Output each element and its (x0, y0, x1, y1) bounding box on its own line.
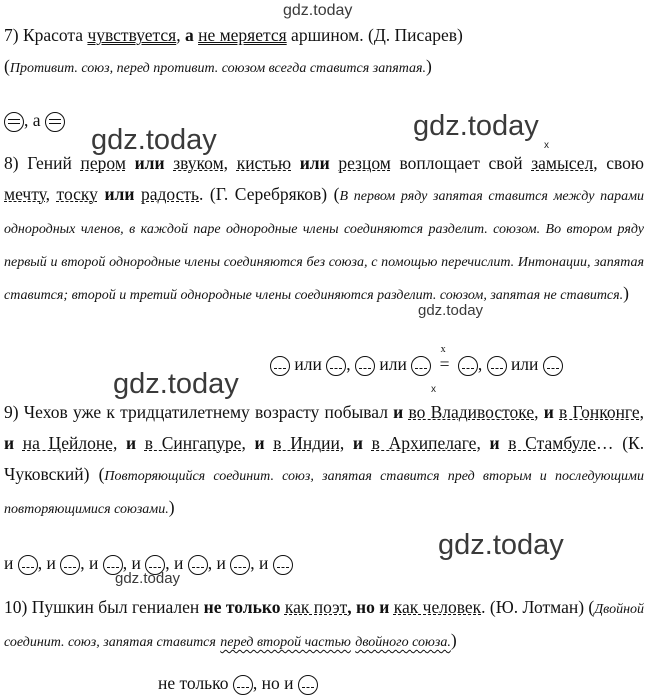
scheme-text: = (439, 354, 450, 374)
dashed-circle-icon (458, 356, 478, 376)
conjunction: и (254, 433, 265, 453)
predicate-word: чувствуется (87, 25, 177, 45)
word: звуком (173, 153, 224, 173)
conjunction: и (489, 433, 500, 453)
word: кистью (236, 153, 292, 173)
double-line-circle-icon (4, 112, 24, 132)
word: как поэт (284, 597, 348, 617)
x-mark: x (544, 140, 549, 151)
scheme-text: не только (158, 673, 229, 693)
punct: , (347, 597, 352, 617)
scheme-7 (4, 107, 644, 133)
text: . (Г. Серебряков) ( (199, 184, 340, 204)
item-9: 9) Чехов уже к тридцатилетнему возрасту побывал и во Владивостоке, и в Гонконге, и на Цейлоне, и в Сингапуре, и в Индии, и в Архипелаге, и в Стамбуле… (К. Чуковский) (Повторяющийся соединит. союз, запятая ставится пред вторым и последующими повторяющимися союзами.) (4, 402, 645, 517)
word: пером (80, 153, 126, 173)
text: … (К. Чуковский) ( (4, 433, 645, 484)
scheme-text: , (477, 354, 483, 374)
scheme-text: , и (207, 553, 226, 573)
dashed-circle-icon (326, 356, 346, 376)
scheme-text: , и (37, 553, 56, 573)
note-close: ) (168, 497, 175, 517)
item-number: 8) (4, 153, 19, 173)
scheme-text: или (294, 354, 322, 374)
note: Двойной соединит. союз, запятая ставится (4, 602, 645, 650)
word: тоску (56, 184, 98, 204)
note-close: ) (450, 630, 457, 650)
scheme-9 (4, 550, 644, 576)
dashed-circle-icon (103, 555, 123, 575)
conjunction: или (299, 153, 330, 173)
scheme-text: , и (250, 553, 269, 573)
scheme-text: или (510, 354, 539, 374)
text: аршином. (Д. Писарев) (291, 25, 463, 45)
conjunction: и (126, 433, 137, 453)
word: во Владивостоке (408, 402, 535, 422)
word: на Цейлоне (22, 433, 113, 453)
conjunction: и (393, 402, 404, 422)
word: радость (141, 184, 200, 204)
text: Чехов уже к тридцатилетнему возрасту побывал (23, 402, 388, 422)
note: Противит. союз, перед противит. союзом всегда ставится запятая. (9, 61, 426, 76)
dashed-circle-icon (355, 356, 375, 376)
watermark: gdz.today (413, 110, 539, 142)
text: Гений (27, 153, 72, 173)
scheme-text: или (379, 354, 407, 374)
scheme-10 (158, 670, 644, 696)
conjunction: не только (203, 597, 281, 617)
item-number: 10) (4, 597, 28, 617)
dashed-circle-icon (543, 356, 563, 376)
item-7 (4, 20, 644, 84)
x-mark: x (440, 344, 446, 355)
word: в Индии (273, 433, 340, 453)
scheme-8 (270, 344, 644, 377)
item-number: 7) (4, 25, 19, 45)
watermark: gdz.today (115, 570, 181, 587)
word: замысел (531, 153, 594, 173)
word: мечту (4, 184, 46, 204)
note: В первом ряду запятая ставится между парами однородных членов, в каждой паре однородные члены соединяются разделит. союзом. Во втором ряду первый и второй однородные члены соединяются без союза, с помощью перечислит. Интонации, запятая ставится; второй и третий однородные члены соединяются разделит. союзом, запятая не ставится. (4, 189, 645, 303)
watermark: gdz.today (418, 302, 484, 319)
word: резцом (338, 153, 391, 173)
conjunction: и (352, 433, 363, 453)
scheme-text: и (4, 553, 14, 573)
predicate-word: не меряется (198, 25, 287, 45)
note-emphasis: двойного союза. (355, 635, 451, 650)
word: как человек (393, 597, 482, 617)
note-open: ( (4, 56, 10, 76)
dashed-circle-icon (60, 555, 80, 575)
double-line-circle-icon (45, 112, 65, 132)
word: в Сингапуре (144, 433, 242, 453)
watermark: gdz.today (91, 124, 217, 156)
scheme-text: , и (122, 553, 141, 573)
x-mark: x (431, 384, 436, 395)
item-number: 9) (4, 402, 19, 422)
dashed-circle-icon (411, 356, 431, 376)
word: в Гонконге (559, 402, 640, 422)
conjunction: и (543, 402, 554, 422)
watermark: gdz.today (113, 368, 239, 400)
text: Пушкин был гениален (31, 597, 200, 617)
conjunction: и (4, 433, 15, 453)
note-emphasis: перед второй частью (220, 635, 351, 650)
scheme-text: , (346, 354, 351, 374)
punct: , (176, 25, 181, 45)
scheme-text: , и (165, 553, 184, 573)
text: . (Ю. Лотман) ( (481, 597, 595, 617)
note-close: ) (623, 283, 629, 303)
note: Повторяющийся соединит. союз, запятая ставится пред вторым и последующими повторяющимися союзами. (4, 469, 644, 517)
scheme-text: , а (24, 110, 41, 130)
dashed-circle-icon (230, 555, 250, 575)
dashed-circle-icon (188, 555, 208, 575)
punct: , (223, 153, 229, 173)
dashed-circle-icon (233, 675, 253, 695)
dashed-circle-icon (273, 555, 293, 575)
conjunction: или (134, 153, 165, 173)
scheme-text: , но и (252, 673, 294, 693)
punct: , (45, 184, 50, 204)
conjunction: но и (356, 597, 390, 617)
item-10 (4, 592, 644, 658)
note-close: ) (426, 56, 432, 76)
word: в Стамбуле (508, 433, 597, 453)
dashed-circle-icon (145, 555, 165, 575)
dashed-circle-icon (487, 356, 507, 376)
watermark: gdz.today (438, 529, 564, 561)
dashed-circle-icon (270, 356, 290, 376)
conjunction: а (184, 25, 194, 45)
item-8 (4, 148, 644, 311)
text: воплощает свой (399, 153, 523, 173)
subject-word: Красота (22, 25, 84, 45)
dashed-circle-icon (298, 675, 318, 695)
word: в Архипелаге (371, 433, 477, 453)
watermark: gdz.today (283, 2, 353, 19)
text: , свою (593, 153, 644, 173)
equals-sign (439, 344, 450, 377)
dashed-circle-icon (18, 555, 38, 575)
scheme-text: , и (80, 553, 99, 573)
conjunction: или (104, 184, 135, 204)
